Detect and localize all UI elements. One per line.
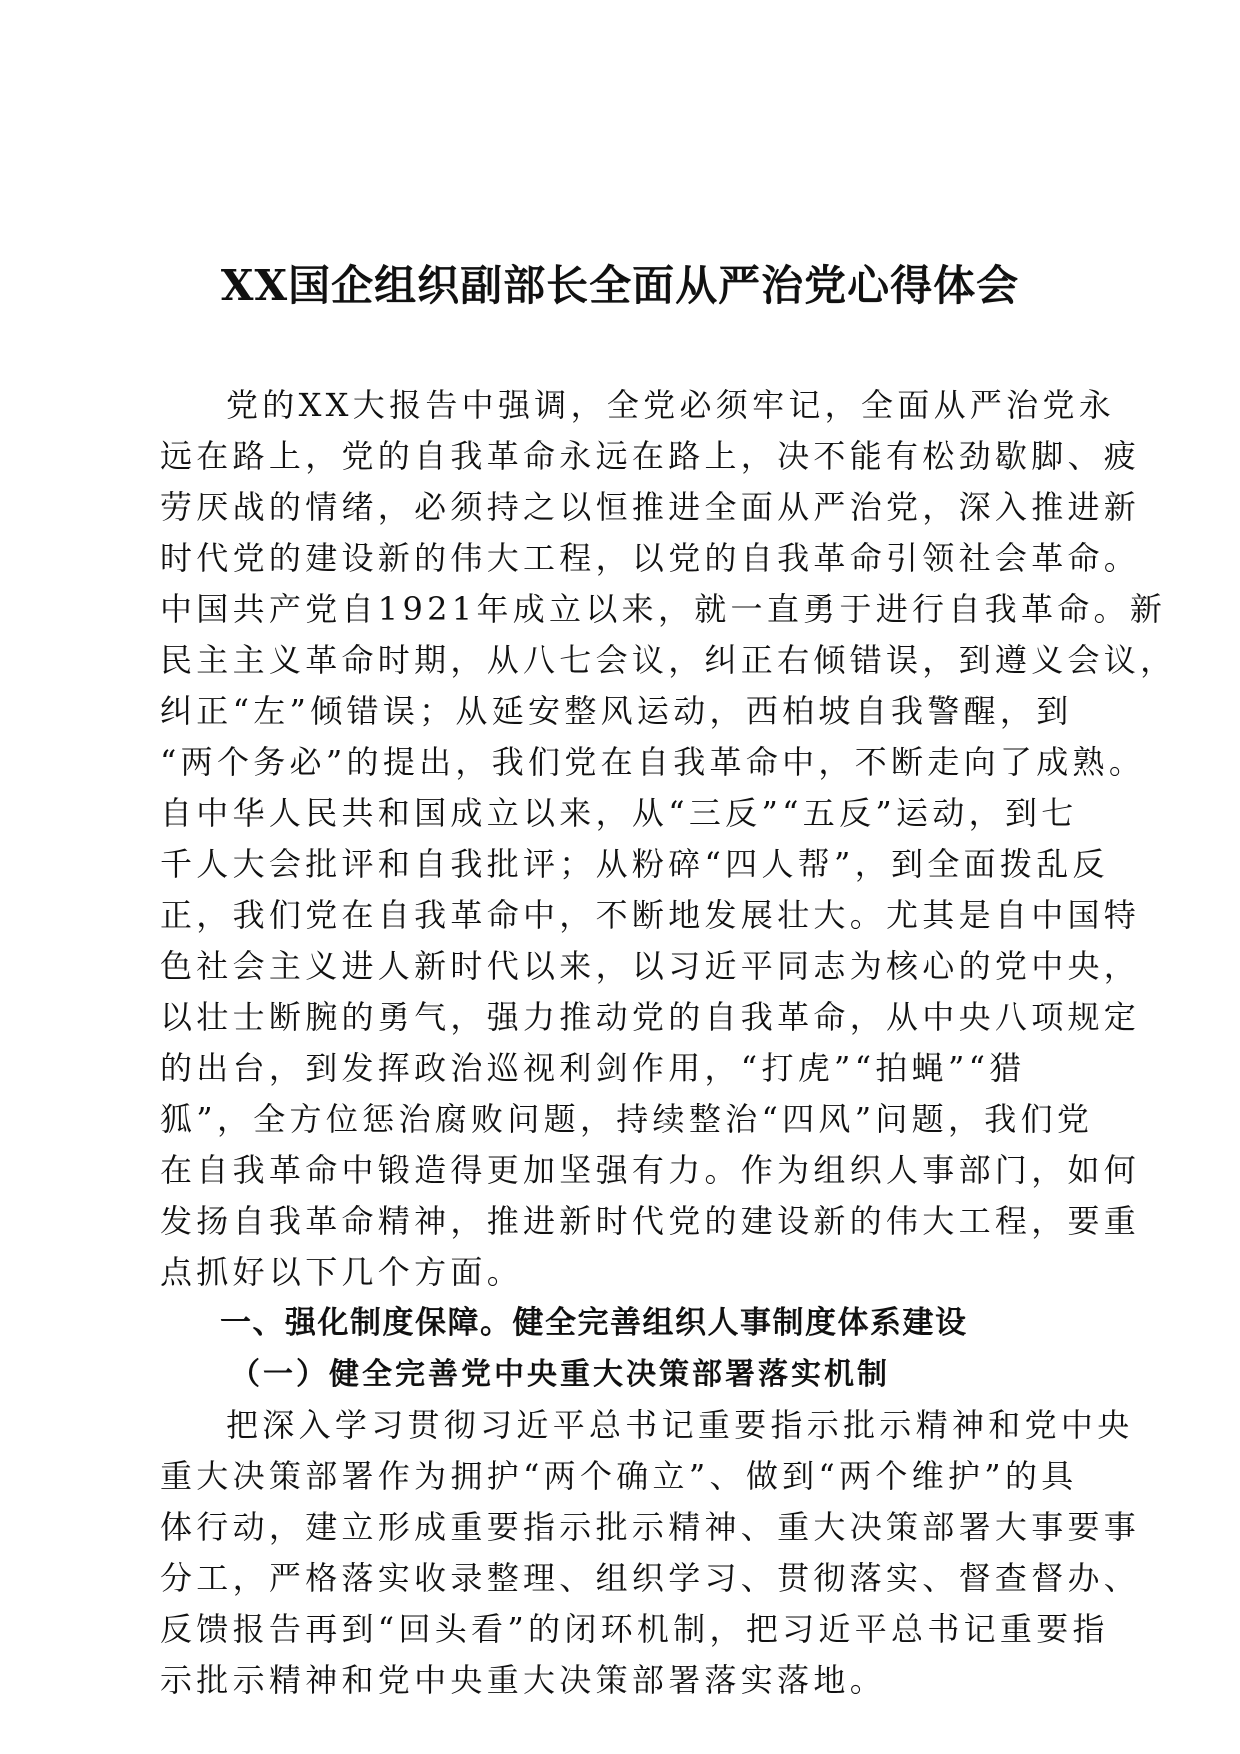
paragraph-line: 以壮士断腕的勇气，强力推动党的自我革命，从中央八项规定 — [160, 998, 1141, 1036]
paragraph-line: 自中华人民共和国成立以来，从“三反”“五反”运动，到七 — [160, 794, 1078, 832]
paragraph-line: 民主主义革命时期，从八七会议，纠正右倾错误，到遵义会议， — [160, 641, 1177, 679]
paragraph-line: 正，我们党在自我革命中，不断地发展壮大。尤其是自中国特 — [160, 896, 1141, 934]
paragraph-line: 党的XX大报告中强调，全党必须牢记，全面从严治党永 — [226, 386, 1116, 424]
paragraph-line: 纠正“左”倾错误；从延安整风运动，西柏坡自我警醒，到 — [160, 692, 1073, 730]
document-title: XX国企组织副部长全面从严治党心得体会 — [220, 261, 1020, 310]
paragraph-line: 点抓好以下几个方面。 — [160, 1253, 524, 1291]
paragraph-line: 时代党的建设新的伟大工程，以党的自我革命引领社会革命。 — [160, 539, 1141, 577]
paragraph-line: 远在路上，党的自我革命永远在路上，决不能有松劲歇脚、疲 — [160, 437, 1141, 475]
paragraph-line: 重大决策部署作为拥护“两个确立”、做到“两个维护”的具 — [160, 1457, 1078, 1495]
paragraph-line: “两个务必”的提出，我们党在自我革命中，不断走向了成熟。 — [160, 743, 1146, 781]
section-heading: 一、强化制度保障。健全完善组织人事制度体系建设 — [220, 1305, 968, 1341]
paragraph-line: 发扬自我革命精神，推进新时代党的建设新的伟大工程，要重 — [160, 1202, 1141, 1240]
paragraph-line: 反馈报告再到“回头看”的闭环机制，把习近平总书记重要指 — [160, 1610, 1109, 1648]
paragraph-line: 劳厌战的情绪，必须持之以恒推进全面从严治党，深入推进新 — [160, 488, 1141, 526]
paragraph-line: 中国共产党自1921年成立以来，就一直勇于进行自我革命。新 — [160, 590, 1167, 628]
paragraph-line: 示批示精神和党中央重大决策部署落实落地。 — [160, 1661, 887, 1699]
paragraph-line: 在自我革命中锻造得更加坚强有力。作为组织人事部门，如何 — [160, 1151, 1141, 1189]
document-body — [160, 380, 1177, 1706]
paragraph-line: 狐”，全方位惩治腐败问题，持续整治“四风”问题，我们党 — [160, 1100, 1094, 1138]
paragraph-line: 千人大会批评和自我批评；从粉碎“四人帮”，到全面拨乱反 — [160, 845, 1109, 883]
paragraph-line: 色社会主义进人新时代以来，以习近平同志为核心的党中央， — [160, 947, 1141, 985]
paragraph-line: 把深入学习贯彻习近平总书记重要指示批示精神和党中央 — [226, 1406, 1134, 1444]
paragraph-line: 体行动，建立形成重要指示批示精神、重大决策部署大事要事 — [160, 1508, 1141, 1546]
subsection-heading: （一）健全完善党中央重大决策部署落实机制 — [230, 1357, 890, 1392]
paragraph-line: 分工，严格落实收录整理、组织学习、贯彻落实、督查督办、 — [160, 1559, 1141, 1597]
paragraph-line: 的出台，到发挥政治巡视利剑作用，“打虎”“拍蝇”“猎 — [160, 1049, 1026, 1087]
